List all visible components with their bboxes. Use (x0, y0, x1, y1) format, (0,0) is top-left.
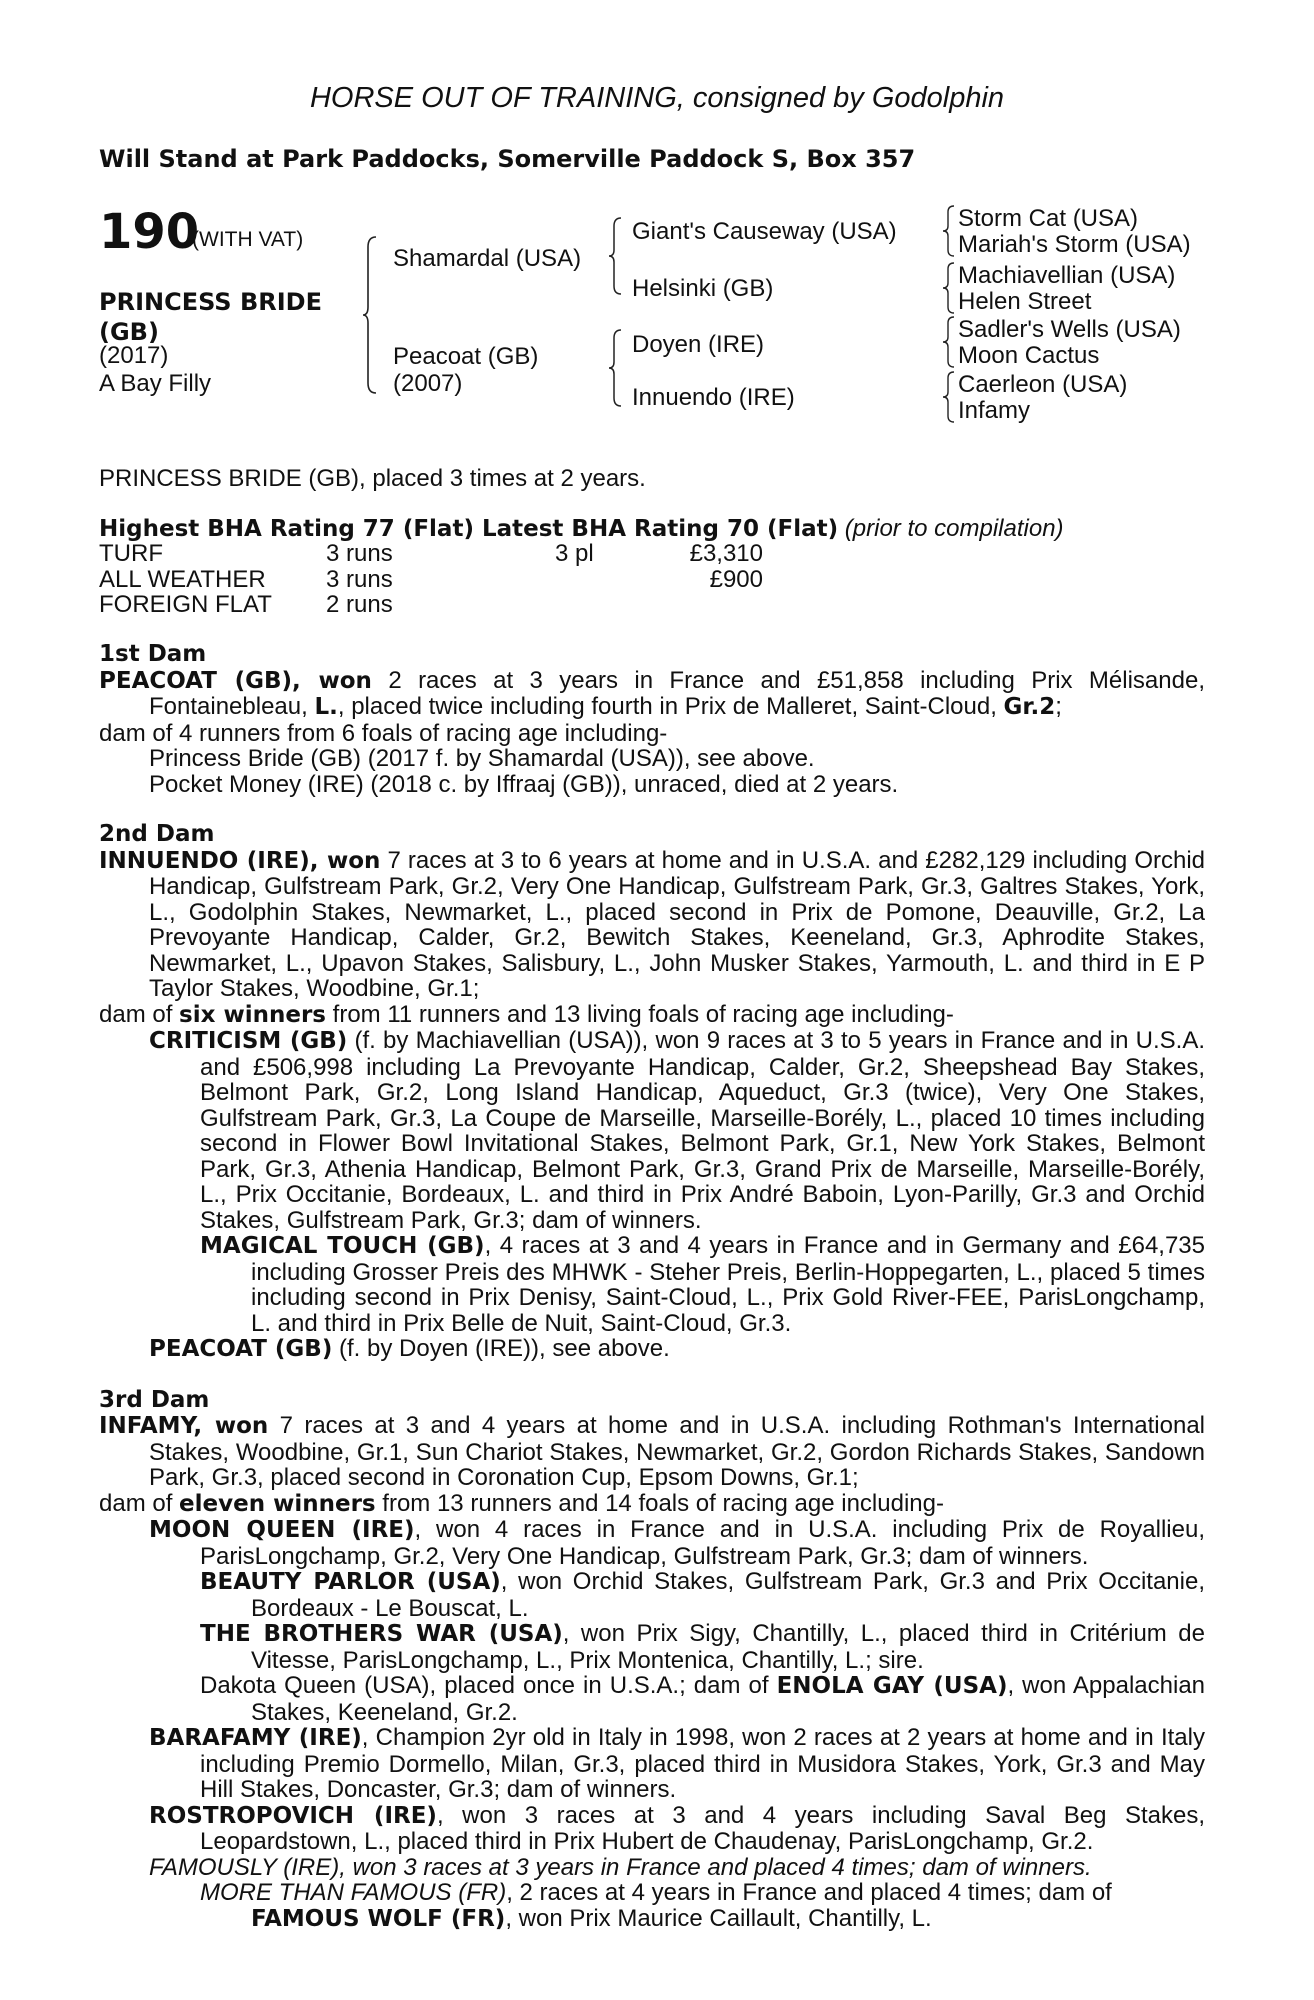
dam-dam: Innuendo (IRE) (632, 384, 795, 411)
produce-text: , 4 races at 3 and 4 years in France and in Germany and £64,735 including Grosser Preis des MHWK - Steher Preis, Berlin-Hoppegarten, L., placed 5 times including second in Prix Denisy, Saint-Cloud, L., Prix Gold River-FEE, ParisLongchamp, L. and third in Prix Belle de Nuit, Saint-Cloud, Gr.3. (251, 1232, 1205, 1337)
sire-dam-brace (362, 235, 382, 395)
produce-text: , won Prix Maurice Caillault, Chantilly, L. (505, 1904, 932, 1932)
horse-info (99, 342, 211, 398)
produce-tail: from 13 runners and 14 foals of racing age including- (375, 1489, 944, 1517)
produce-name: BARAFAMY (IRE) (149, 1725, 362, 1751)
grandsire-7: Caerleon (USA) (958, 371, 1128, 398)
second-dam-name: INNUENDO (IRE), won (99, 847, 381, 874)
sire-line-brace (608, 216, 626, 296)
record-surface: ALL WEATHER (99, 565, 266, 593)
group-marker: Gr.2 (1003, 694, 1056, 720)
produce-name: FAMOUSLY (IRE) (149, 1853, 340, 1881)
produce-name: MORE THAN FAMOUS (FR) (200, 1879, 507, 1906)
first-dam-entry (99, 668, 1205, 721)
produce-name: PEACOAT (GB) (149, 1336, 333, 1362)
second-dam-text: 7 races at 3 to 6 years at home and in U.S.A. and £282,129 including Orchid Handicap, Gulfstream Park, Gr.2, Very One Handicap, Gulfstream Park, Gr.3, Galtres Stakes, York, L., Godolphin Stakes, Newmarket, L., placed second in Prix de Pomone, Deauville, Gr.2, La Prevoyante Handicap, Calder, Gr.2, Bewitch Stakes, Keeneland, Gr.3, Aphrodite Stakes, Newmarket, L., Upavon Stakes, Salisbury, L., John Musker Stakes, Yarmouth, L. and third in E P Taylor Stakes, Woodbine, Gr.1; (149, 846, 1206, 1002)
rating-values: Highest BHA Rating 77 (Flat) Latest BHA Rating 70 (Flat) (99, 516, 839, 542)
produce-text: , 2 races at 4 years in France and placed 4 times; dam of (506, 1879, 1112, 1906)
produce-item (99, 1233, 1205, 1336)
first-dam-text-3: ; (1055, 693, 1062, 720)
record-runs: 3 runs (326, 540, 393, 567)
second-dam-heading: 2nd Dam (99, 821, 215, 847)
third-dam-text: 7 races at 3 and 4 years at home and in U.S.A. including Rothman's International Stakes, Woodbine, Gr.1, Sun Chariot Stakes, Newmarket, Gr.2, Gordon Richards Stakes, Sandown Park, Gr.3, placed second in Coronation Cup, Epsom Downs, Gr.1; (149, 1412, 1205, 1491)
brace-g4 (942, 370, 958, 424)
produce-item (99, 1028, 1205, 1233)
horse-description: A Bay Filly (99, 370, 212, 397)
produce-lead: dam of (99, 1489, 180, 1517)
brace-g3 (942, 315, 958, 369)
produce-text: (f. by Doyen (IRE)), see above. (332, 1335, 670, 1362)
record-prize-col (600, 541, 763, 592)
record-prize: £3,310 (689, 540, 763, 567)
brace-g1 (942, 204, 958, 258)
second-dam-produce (99, 1002, 1205, 1029)
produce-item (99, 1621, 1205, 1673)
produce-record (99, 642, 1205, 1932)
produce-item (99, 1517, 1205, 1569)
dam-sire: Doyen (IRE) (632, 331, 765, 358)
sire-sire: Giant's Causeway (USA) (632, 218, 897, 245)
produce-item (99, 1569, 1205, 1621)
third-dam-name: INFAMY, won (99, 1413, 269, 1439)
second-dam-entry (99, 848, 1205, 1002)
produce-name: ROSTROPOVICH (IRE) (149, 1802, 437, 1829)
produce-text: , won 3 races at 3 and 4 years including Saval Beg Stakes, Leopardstown, L., placed third in Prix Hubert de Chaudenay, ParisLongchamp, Gr.2. (200, 1801, 1205, 1855)
grandsire-3: Machiavellian (USA) (958, 262, 1176, 289)
third-dam-entry (99, 1413, 1205, 1491)
produce-item (99, 1906, 1205, 1933)
produce-item (99, 1673, 1205, 1725)
first-dam-heading: 1st Dam (99, 641, 207, 667)
horse-name: PRINCESS BRIDE (GB) (99, 288, 322, 346)
produce-name: ENOLA GAY (USA) (776, 1673, 1008, 1699)
produce-item (99, 1725, 1205, 1803)
produce-item: Pocket Money (IRE) (2018 c. by Iffraaj (GB)), unraced, died at 2 years. (149, 770, 899, 798)
record-runs-col (326, 541, 393, 618)
third-dam-produce (99, 1491, 1205, 1518)
produce-name: THE BROTHERS WAR (USA) (200, 1621, 563, 1647)
record-runs: 3 runs (326, 565, 393, 593)
produce-text: , won Orchid Stakes, Gulfstream Park, Gr.3 and Prix Occitanie, Bordeaux - Le Bouscat, L. (251, 1568, 1205, 1622)
race-summary: PRINCESS BRIDE (GB), placed 3 times at 2 years. (99, 465, 646, 492)
produce-tail: from 11 runners and 13 living foals of racing age including- (325, 1000, 954, 1028)
first-dam-text: 2 races at 3 years in France and £51,858 including Prix Mélisande, Fontainebleau, (149, 666, 1205, 720)
grandsire-1: Storm Cat (USA) (958, 205, 1139, 232)
rating-note: (prior to compilation) (844, 515, 1064, 542)
produce-item (99, 1336, 1205, 1363)
winners-count: eleven winners (179, 1490, 376, 1517)
produce-name: CRITICISM (GB) (149, 1028, 348, 1054)
third-dam-heading: 3rd Dam (99, 1386, 210, 1413)
produce-item: Princess Bride (GB) (2017 f. by Shamardal (USA)), see above. (149, 745, 815, 772)
grandsire-2: Mariah's Storm (USA) (958, 231, 1191, 258)
produce-text: , won Appalachian Stakes, Keeneland, Gr.2. (251, 1672, 1206, 1726)
grandsire-8: Infamy (958, 397, 1031, 424)
produce-text: , won 3 races at 3 years in France and placed 4 times; dam of winners. (339, 1853, 1092, 1881)
grandsire-5: Sadler's Wells (USA) (958, 316, 1181, 343)
produce-item (99, 1880, 1205, 1906)
dam: Peacoat (GB) (393, 343, 539, 370)
produce-text: , won Prix Sigy, Chantilly, L., placed third in Critérium de Vitesse, ParisLongchamp, L., Prix Montenica, Chantilly, L.; sire. (251, 1620, 1205, 1674)
produce-text: Dakota Queen (USA), placed once in U.S.A.; dam of (200, 1672, 777, 1699)
produce-name: MAGICAL TOUCH (GB) (200, 1233, 485, 1259)
horse-year: (2017) (99, 342, 169, 369)
record-surface: FOREIGN FLAT (99, 591, 272, 618)
lot-number: 190 (99, 204, 200, 260)
first-dam-name: PEACOAT (GB), won (99, 667, 372, 694)
sire: Shamardal (USA) (393, 245, 582, 272)
produce-item (99, 1855, 1205, 1881)
record-placed: 3 pl (555, 540, 594, 567)
produce-text: , won 4 races in France and in U.S.A. including Prix de Royallieu, ParisLongchamp, Gr.2, Very One Handicap, Gulfstream Park, Gr.3; dam of winners. (200, 1516, 1205, 1570)
first-dam-produce: dam of 4 runners from 6 foals of racing age including- (99, 719, 668, 747)
bha-rating (99, 515, 1064, 543)
first-dam-text-2: , placed twice including fourth in Prix de Malleret, Saint-Cloud, (337, 693, 1004, 720)
listed-marker: L. (314, 694, 338, 720)
grandsire-4: Helen Street (958, 288, 1092, 315)
produce-name: BEAUTY PARLOR (USA) (200, 1569, 501, 1595)
produce-name: FAMOUS WOLF (FR) (251, 1905, 506, 1932)
record-runs: 2 runs (326, 591, 393, 618)
sire-dam: Helsinki (GB) (632, 275, 774, 302)
vat-note: (WITH VAT) (192, 228, 304, 251)
dam-year: (2007) (393, 370, 463, 397)
produce-lead: dam of (99, 1000, 180, 1028)
brace-g2 (942, 261, 958, 315)
dam-line-brace (608, 328, 626, 408)
stand-location: Will Stand at Park Paddocks, Somerville Paddock S, Box 357 (99, 145, 916, 173)
record-placed-col (555, 541, 594, 567)
grandsire-6: Moon Cactus (958, 342, 1100, 369)
record-row (99, 541, 272, 618)
record-prize: £900 (709, 565, 763, 593)
produce-item (99, 1803, 1205, 1855)
record-surface: TURF (99, 540, 163, 567)
produce-name: MOON QUEEN (IRE) (149, 1517, 415, 1543)
consignment-header: HORSE OUT OF TRAINING, consigned by Godolphin (309, 82, 1005, 114)
winners-count: six winners (179, 1001, 326, 1028)
produce-text: (f. by Machiavellian (USA)), won 9 races at 3 to 5 years in France and in U.S.A. and £506,998 including La Prevoyante Handicap, Calder, Gr.2, Sheepshead Bay Stakes, Belmont Park, Gr.2, Long Island Handicap, Aqueduct, Gr.3 (twice), Very One Stakes, Gulfstream Park, Gr.3, La Coupe de Marseille, Marseille-Borély, L., placed 10 times including second in Flower Bowl Invitational Stakes, Belmont Park, Gr.1, New York Stakes, Belmont Park, Gr.3, Athenia Handicap, Belmont Park, Gr.3, Grand Prix de Marseille, Marseille-Borély, L., Prix Occitanie, Bordeaux, L. and third in Prix André Baboin, Lyon-Parilly, Gr.3 and Orchid Stakes, Gulfstream Park, Gr.3; dam of winners. (200, 1027, 1205, 1234)
produce-text: , Champion 2yr old in Italy in 1998, won 2 races at 2 years at home and in Italy including Premio Dormello, Milan, Gr.3, placed third in Musidora Stakes, York, Gr.3 and May Hill Stakes, Doncaster, Gr.3; dam of winners. (200, 1724, 1205, 1803)
